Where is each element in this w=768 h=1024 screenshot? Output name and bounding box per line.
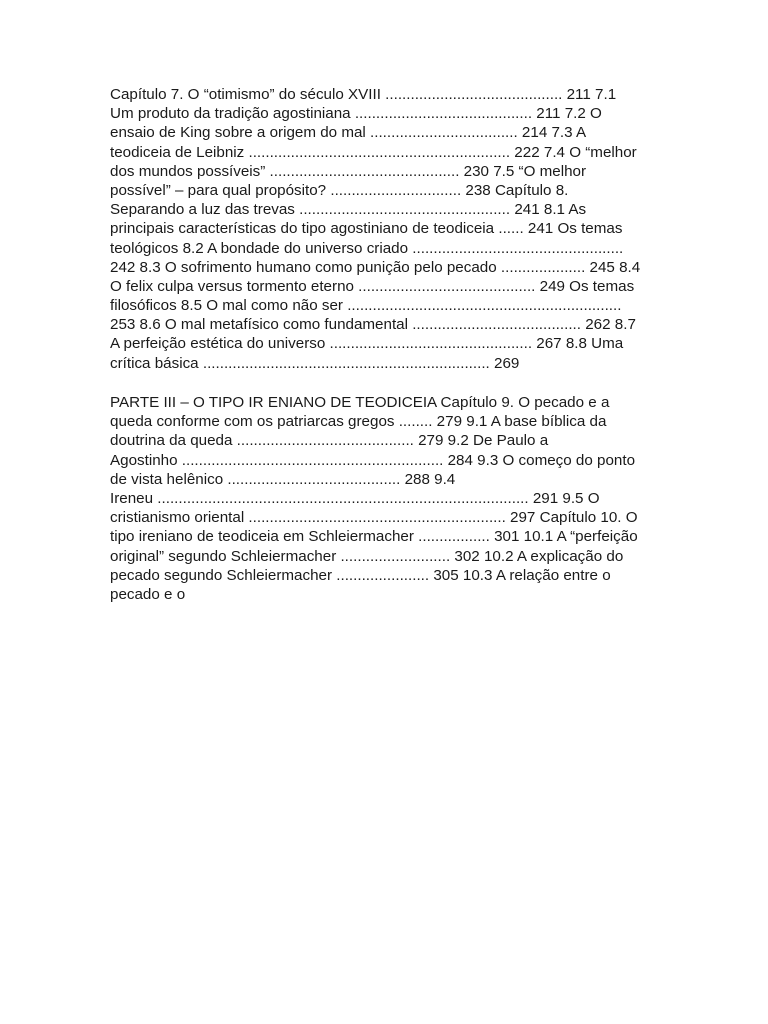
text-line: original” segundo Schleiermacher .......................... 302 10.2 A explicação do	[110, 547, 624, 565]
text-line: Agostinho .............................................................. 284 9.3 O começo do ponto	[110, 451, 636, 469]
text-line: teodiceia de Leibniz .............................................................. 222 7.4 O “melhor	[110, 143, 637, 161]
text-line: 242 8.3 O sofrimento humano como punição pelo pecado .................... 245 8.4	[110, 258, 641, 276]
toc-paragraph-part-3	[110, 393, 658, 604]
text-line: ensaio de King sobre a origem do mal ................................... 214 7.3 A	[110, 124, 587, 142]
text-line: pecado segundo Schleiermacher ...................... 305 10.3 A relação entre o	[110, 566, 611, 584]
text-line: principais características do tipo agostiniano de teodiceia ...... 241 Os temas	[110, 220, 623, 238]
text-line: Um produto da tradição agostiniana .......................................... 211 7.2 O	[110, 105, 602, 123]
text-line: Capítulo 7. O “otimismo” do século XVIII .......................................... 211 7.1	[110, 86, 617, 103]
text-line: 253 8.6 O mal metafísico como fundamental ........................................ 262 8.7	[110, 316, 636, 334]
text-line: dos mundos possíveis” ............................................. 230 7.5 “O melhor	[110, 162, 587, 180]
text-line: teológicos 8.2 A bondade do universo criado ..................................................	[110, 239, 624, 257]
text-line: cristianismo oriental ............................................................. 297 Capítulo 10. O	[110, 509, 638, 527]
text-line: O felix culpa versus tormento eterno .......................................... 249 Os temas	[110, 277, 635, 295]
text-line: doutrina da queda .......................................... 279 9.2 De Paulo a	[110, 432, 549, 450]
text-line: pecado e o	[110, 585, 186, 603]
text-line: filosóficos 8.5 O mal como não ser .................................................................	[110, 297, 622, 315]
text-line: crítica básica .................................................................... 269	[110, 354, 520, 372]
text-line: queda conforme com os patriarcas gregos ........ 279 9.1 A base bíblica da	[110, 413, 607, 431]
text-line: tipo ireniano de teodiceia em Schleiermacher ................. 301 10.1 A “perfeição	[110, 528, 638, 546]
text-line: PARTE III – O TIPO IR ENIANO DE TEODICEIA Capítulo 9. O pecado e a	[110, 394, 610, 411]
text-line: possível” – para qual propósito? ............................... 238 Capítulo 8.	[110, 181, 569, 199]
text-line: de vista helênico ......................................... 288 9.4	[110, 470, 456, 488]
text-line: Separando a luz das trevas .................................................. 241 8.1 As	[110, 201, 587, 219]
toc-paragraph-chapters-7-8	[110, 85, 658, 373]
text-line: A perfeição estética do universo ................................................ 267 8.8 Uma	[110, 335, 624, 353]
text-line: Ireneu ........................................................................................ 291 9.5 O	[110, 489, 600, 507]
